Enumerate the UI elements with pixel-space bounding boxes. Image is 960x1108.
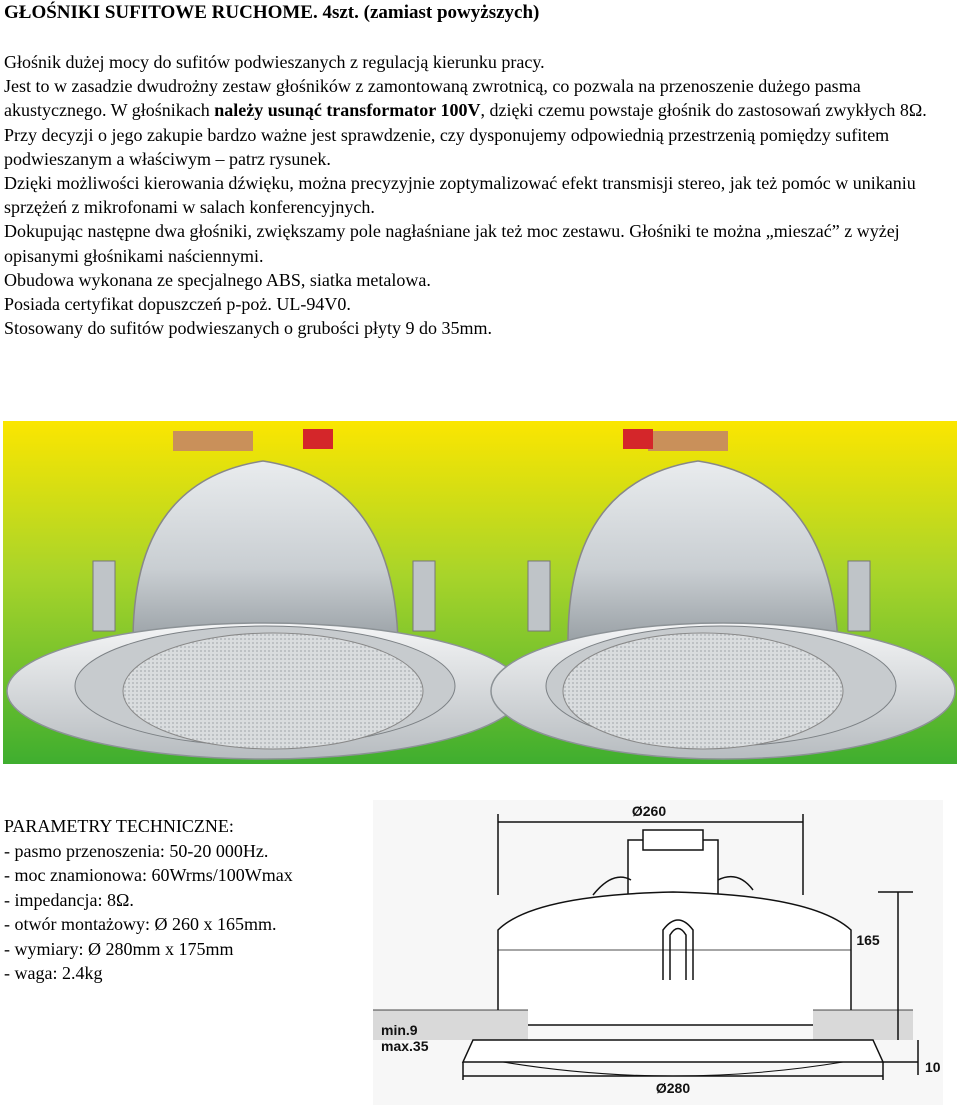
text-span: , dzięki czemu powstaje głośnik do zastosowań zwykłych 8Ω. (480, 100, 927, 121)
description-paragraph: Dzięki możliwości kierowania dźwięku, można precyzyjnie zoptymalizować efekt transmisji stereo, jak też pomóc w unikaniu sprzężeń z mikrofonami w salach konferencyjnych. (4, 173, 916, 218)
param-item: - pasmo przenoszenia: 50-20 000Hz. (4, 840, 269, 861)
bold-warning: należy usunąć transformator 100V (214, 100, 481, 121)
technical-parameters (4, 814, 293, 986)
param-item: - waga: 2.4kg (4, 963, 103, 983)
dim-bottom-diameter: Ø280 (655, 1080, 691, 1096)
description-paragraph: Stosowany do sufitów podwieszanych o grubości płyty 9 do 35mm. (4, 318, 492, 339)
param-item: - moc znamionowa: 60Wrms/100Wmax (4, 865, 293, 885)
text-span: Jest to w zasadzie dwudrożny zestaw głośników z zamontowaną zwrotnicą, co pozwala na przenoszenie dużego pasma akustycznego. W głośnikach (4, 76, 861, 121)
description (4, 50, 954, 340)
description-paragraph (4, 74, 954, 122)
param-item: - impedancja: 8Ω. (4, 889, 134, 910)
param-item: - wymiary: Ø 280mm x 175mm (4, 938, 234, 959)
dim-height: 165 (856, 932, 880, 948)
speakers-photo (3, 421, 957, 764)
page-title: GŁOŚNIKI SUFITOWE RUCHOME. 4szt. (zamiast powyższych) (4, 2, 540, 23)
dimension-drawing (373, 800, 943, 1105)
description-paragraph: Głośnik dużej mocy do sufitów podwieszanych z regulacją kierunku pracy. (4, 52, 545, 72)
dim-max-board: max.35 (381, 1038, 429, 1054)
dim-min-board: min.9 (381, 1022, 418, 1038)
description-paragraph: Posiada certyfikat dopuszczeń p-poż. UL-94V0. (4, 294, 351, 315)
dim-top-diameter: Ø260 (631, 803, 667, 819)
description-paragraph: Dokupując następne dwa głośniki, zwiększamy pole nagłaśniane jak też moc zestawu. Głośniki te można „mieszać” z wyżej opisanymi głośnikami naściennymi. (4, 221, 900, 266)
params-heading: PARAMETRY TECHNICZNE: (4, 816, 234, 836)
description-paragraph: Obudowa wykonana ze specjalnego ABS, siatka metalowa. (4, 269, 431, 290)
param-item: - otwór montażowy: Ø 260 x 165mm. (4, 914, 277, 934)
dim-flange: 10 (925, 1059, 941, 1075)
description-paragraph: Przy decyzji o jego zakupie bardzo ważne jest sprawdzenie, czy dysponujemy odpowiednią przestrzenią pomiędzy sufitem podwieszanym a właściwym – patrz rysunek. (4, 124, 890, 169)
